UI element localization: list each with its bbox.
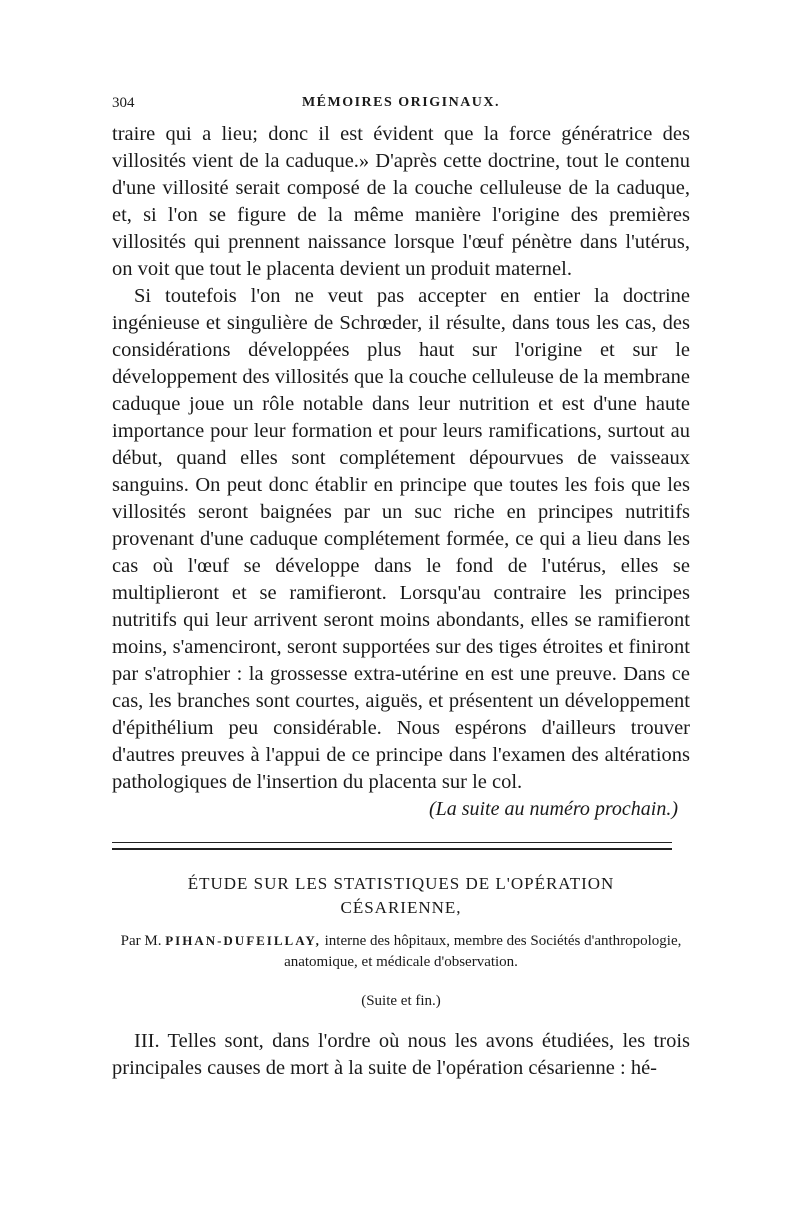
page-content	[112, 95, 690, 1103]
paragraph-continued: traire qui a lieu; donc il est évident que la force génératrice des villosités vient de la caduque.» D'après cette doctrine, tout le contenu d'une villosité serait composé de la couche celluleuse de la caduque, et, si l'on se figure de la même manière l'origine des premières villosités qui prennent naissance lorsque l'œuf pénètre dans l'utérus, on voit que tout le placenta devient un produit maternel.	[112, 123, 690, 280]
article-title	[112, 872, 690, 920]
page-number: 304	[112, 95, 135, 111]
byline-affiliation: interne des hôpitaux, membre des Sociétés d'anthropologie, anatomique, et médicale d'observation.	[284, 933, 682, 970]
author-name: PIHAN-DUFEILLAY,	[165, 933, 321, 948]
main-text	[112, 121, 690, 822]
article-byline	[112, 930, 690, 973]
running-title: MÉMOIRES ORIGINAUX.	[301, 95, 501, 110]
byline-prefix: Par M.	[120, 933, 162, 949]
article-title-line-2: CÉSARIENNE,	[340, 898, 462, 917]
article-title-line-1: ÉTUDE SUR LES STATISTIQUES DE L'OPÉRATION	[187, 874, 615, 893]
suite-note: (Suite et fin.)	[361, 993, 441, 1009]
continuation-note: (La suite au numéro prochain.)	[428, 798, 678, 820]
running-header	[112, 95, 690, 121]
section-divider	[112, 842, 672, 850]
article-opening-paragraph: III. Telles sont, dans l'ordre où nous les avons étudiées, les trois principales causes de mort à la suite de l'opération césarienne : hé-	[112, 1030, 690, 1079]
paragraph-schroeder: Si toutefois l'on ne veut pas accepter en entier la doctrine ingénieuse et singulière de Schrœder, il résulte, dans tous les cas, des considérations développées plus haut sur l'origine et sur le développement des villosités que la couche celluleuse de la membrane caduque joue un rôle notable dans leur nutrition et est d'une haute importance pour leur formation et pour leurs ramifications, surtout au début, quand elles sont complétement dépourvues de vaisseaux sanguins. On peut donc établir en principe que toutes les fois que les villosités seront baignées par un suc riche en principes nutritifs provenant d'une caduque complétement formée, ce qui a lieu dans les cas où l'œuf se développe dans le fond de l'utérus, elles se multiplieront et se ramifieront. Lorsqu'au contraire les principes nutritifs qui leur arrivent seront moins abondants, elles se ramifieront moins, s'amenciront, seront supportées sur des tiges étroites et finiront par s'atrophier : la grossesse extra-utérine en est une preuve. Dans ce cas, les branches sont courtes, aiguës, et présentent un développement d'épithélium peu considérable. Nous espérons d'ailleurs trouver d'autres preuves à l'appui de ce principe dans l'examen des altérations pathologiques de l'insertion du placenta sur le col.	[112, 285, 690, 793]
